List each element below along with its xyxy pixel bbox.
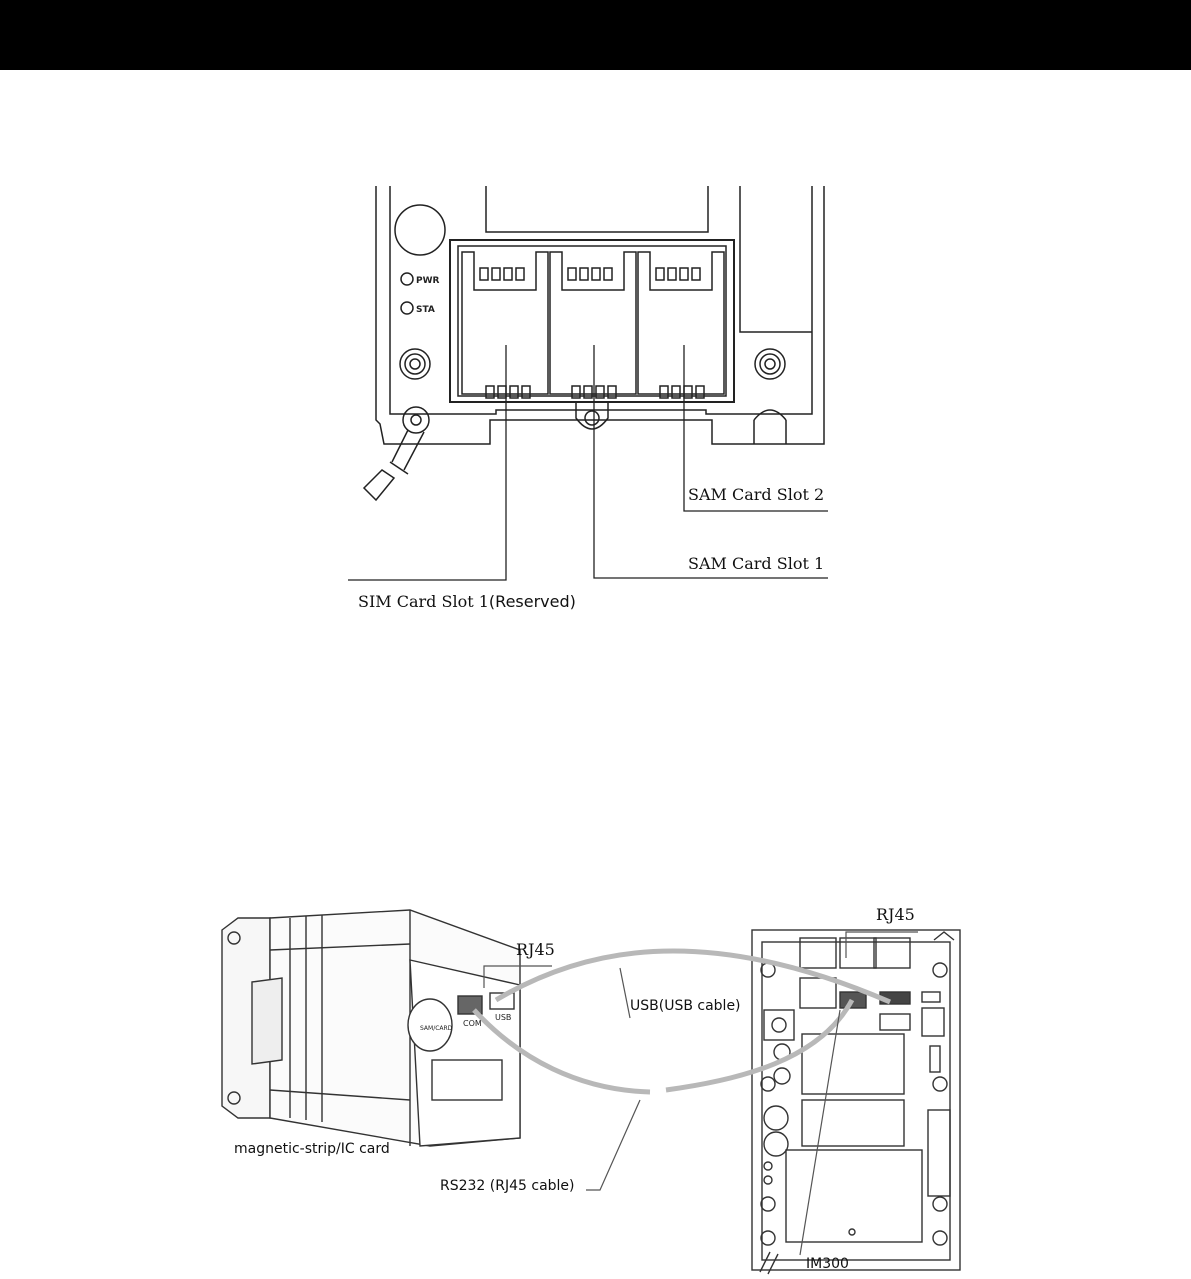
label-sam-card-slot-1: SAM Card Slot 1 <box>688 554 825 573</box>
led-label-pwr: PWR <box>416 276 440 286</box>
label-rj45-reader: RJ45 <box>516 940 555 959</box>
label-rs232-cable: RS232 (RJ45 cable) <box>440 1178 575 1194</box>
label-sam-card-slot-2: SAM Card Slot 2 <box>688 485 825 504</box>
card-reader-device <box>222 910 520 1146</box>
label-rj45-im300: RJ45 <box>876 905 915 924</box>
label-sim-card-slot-1-suffix: (Reserved) <box>488 592 576 611</box>
label-card-reader: magnetic-strip/IC card <box>234 1141 390 1157</box>
label-usb-cable: USB(USB cable) <box>630 998 741 1014</box>
reader-port-usb-label: USB <box>495 1013 512 1022</box>
label-im300: IM300 <box>806 1256 849 1272</box>
im300-rj45-port <box>840 992 866 1008</box>
im300-device <box>752 930 960 1274</box>
label-sim-card-slot-1-prefix: SIM Card Slot 1 <box>358 592 489 611</box>
reader-port-com-label: COM <box>463 1019 482 1028</box>
led-label-sta: STA <box>416 305 435 315</box>
reader-badge-text: SAM/CARD <box>420 1025 453 1032</box>
